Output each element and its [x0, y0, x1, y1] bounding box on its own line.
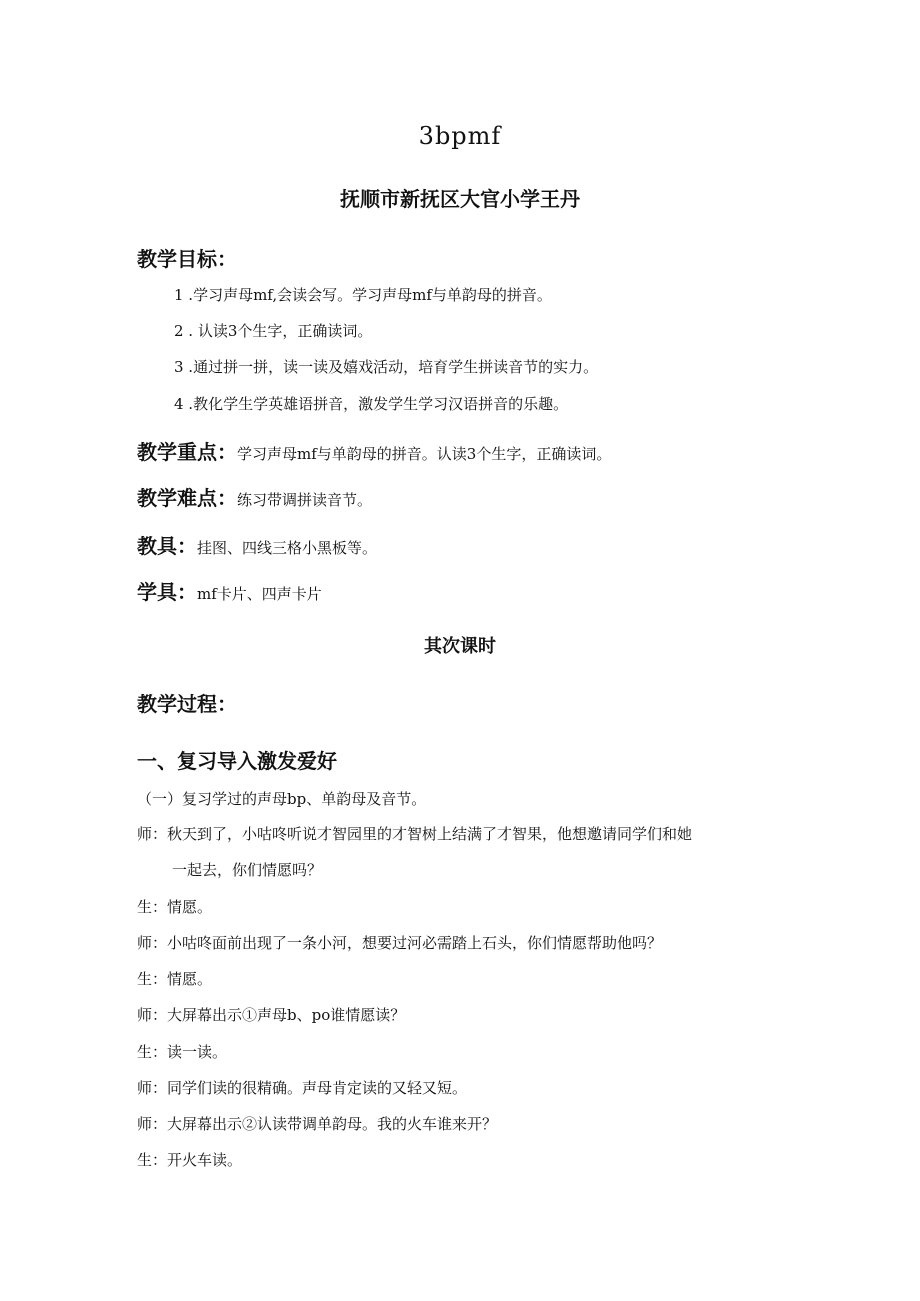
- objective-item: 3 .通过拼一拼，读一读及嬉戏活动，培育学生拼读音节的实力。: [174, 358, 599, 376]
- section1-sub: （一）复习学过的声母bp、单韵母及音节。: [137, 790, 427, 808]
- objective-item: 4 .教化学生学英雄语拼音，激发学生学习汉语拼音的乐趣。: [174, 395, 569, 413]
- key-points-row: [137, 436, 611, 465]
- dialogue-line: 师：大屏幕出示①声母b、po谁情愿读？: [137, 1006, 406, 1024]
- objective-item: 2 . 认读3个生字，正确读词。: [174, 322, 373, 340]
- process-heading: 教学过程：: [137, 692, 237, 716]
- learning-aids-label: 学具：: [137, 580, 197, 604]
- teaching-aids-label: 教具：: [137, 534, 197, 558]
- dialogue-line: 生：读一读。: [137, 1043, 228, 1061]
- dialogue-line: 生：情愿。: [137, 898, 213, 916]
- dialogue-line: 师：小咕咚面前出现了一条小河，想要过河必需踏上石头，你们情愿帮助他吗？: [137, 934, 663, 952]
- teaching-aids-text: 挂图、四线三格小黑板等。: [197, 539, 378, 557]
- lesson-title: 其次课时: [424, 636, 496, 657]
- difficulties-text: 练习带调拼读音节。: [237, 491, 373, 509]
- document-title: 3bpmf: [418, 122, 502, 150]
- dialogue-line: 生：开火车读。: [137, 1151, 243, 1169]
- dialogue-line: 师：秋天到了，小咕咚听说才智园里的才智树上结满了才智果，他想邀请同学们和她: [137, 825, 693, 843]
- dialogue-line: 师：同学们读的很精确。声母肯定读的又轻又短。: [137, 1079, 468, 1097]
- objective-item: 1 .学习声母mf,会读会写。学习声母mf与单韵母的拼音。: [174, 286, 552, 304]
- dialogue-line: 生：情愿。: [137, 970, 213, 988]
- section1-heading: 一、复习导入激发爱好: [137, 749, 337, 773]
- difficulties-label: 教学难点：: [137, 486, 237, 510]
- teaching-aids-row: [137, 530, 377, 559]
- dialogue-line: 一起去，你们情愿吗？: [172, 861, 323, 879]
- difficulties-row: [137, 482, 372, 511]
- learning-aids-row: [137, 576, 322, 605]
- dialogue-line: 师：大屏幕出示②认读带调单韵母。我的火车谁来开？: [137, 1115, 498, 1133]
- key-points-label: 教学重点：: [137, 440, 237, 464]
- key-points-text: 学习声母mf与单韵母的拼音。认读3个生字，正确读词。: [237, 445, 612, 463]
- author-line: 抚顺市新抚区大官小学王丹: [340, 187, 580, 211]
- objectives-heading: 教学目标：: [137, 247, 237, 271]
- learning-aids-text: mf卡片、四声卡片: [197, 585, 322, 603]
